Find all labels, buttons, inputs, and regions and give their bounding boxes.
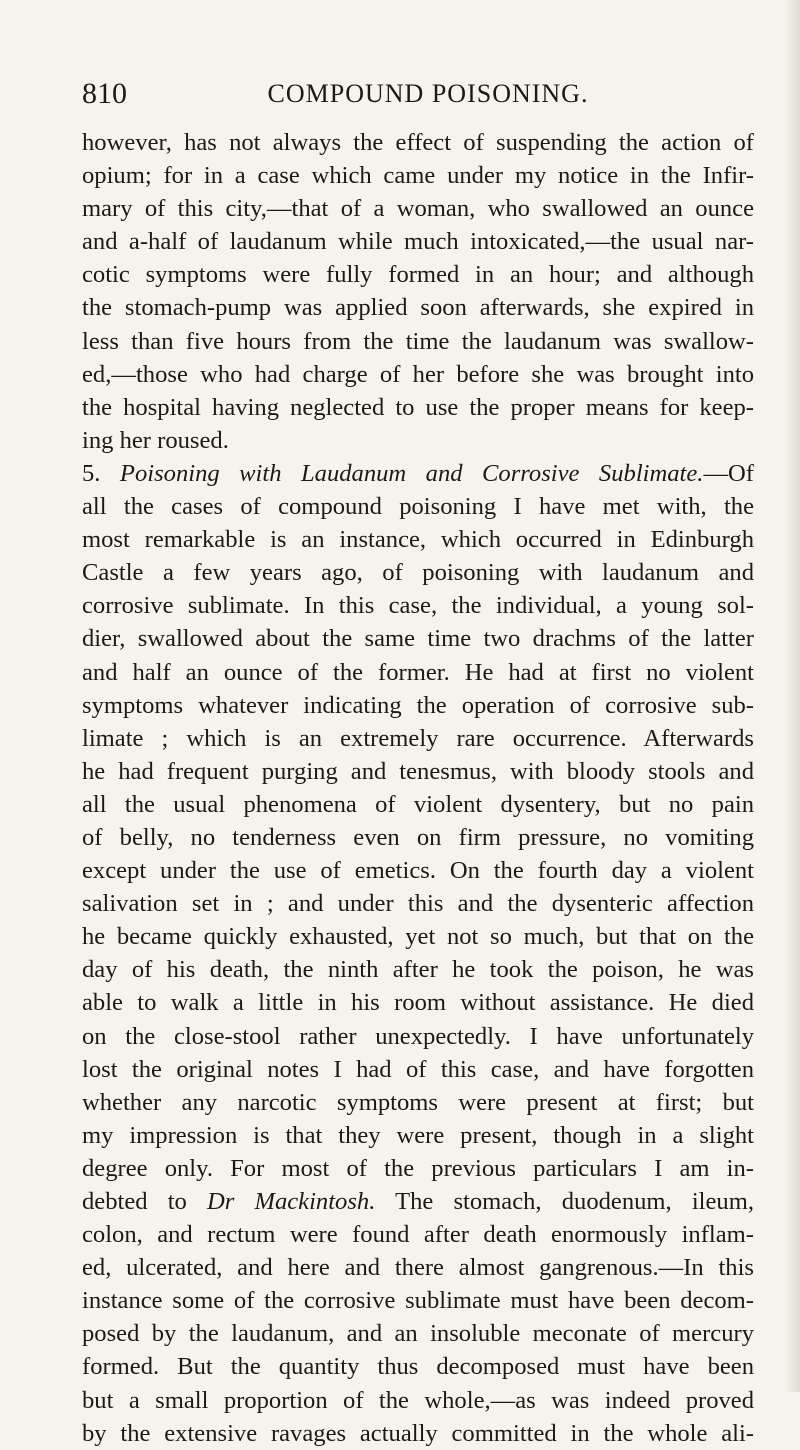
text-line: limate ; which is an extremely rare occurrence. Afterwards <box>82 724 754 752</box>
text-line: ing her roused. <box>82 426 229 454</box>
text-line: of belly, no tenderness even on firm pressure, no vomiting <box>82 823 754 851</box>
text-line: the hospital having neglected to use the proper means for keep- <box>82 393 754 421</box>
text-line: ed, ulcerated, and here and there almost gangrenous.—In this <box>82 1254 754 1282</box>
text-line: able to walk a little in his room without assistance. He died <box>82 989 754 1017</box>
person-name: Dr Mackintosh. <box>207 1188 376 1215</box>
text-line: formed. But the quantity thus decomposed must have been <box>82 1353 754 1381</box>
text-line: dier, swallowed about the same time two drachms of the latter <box>82 625 754 653</box>
text-line: Castle a few years ago, of poisoning with laudanum and <box>82 559 754 587</box>
text-line: all the cases of compound poisoning I have met with, the <box>82 493 754 521</box>
text-line: degree only. For most of the previous particulars I am in- <box>82 1154 754 1182</box>
text-line: whether any narcotic symptoms were present at first; but <box>82 1088 754 1116</box>
text-line: by the extensive ravages actually committed in the whole ali- <box>82 1419 754 1447</box>
text-line: posed by the laudanum, and an insoluble meconate of mercury <box>82 1320 754 1348</box>
text-line: corrosive sublimate. In this case, the individual, a young sol- <box>82 592 754 620</box>
text-line: less than five hours from the time the laudanum was swallow- <box>82 327 754 355</box>
text-fragment: debted to <box>82 1188 207 1215</box>
running-head <box>82 74 754 114</box>
body-text <box>82 126 754 1450</box>
text-line: and half an ounce of the former. He had at first no violent <box>82 658 754 686</box>
text-line: my impression is that they were present, though in a slight <box>82 1121 754 1149</box>
text-line: mary of this city,—that of a woman, who swallowed an ounce <box>82 195 754 223</box>
text-line: except under the use of emetics. On the fourth day a violent <box>82 857 754 885</box>
text-line: he had frequent purging and tenesmus, with bloody stools and <box>82 757 754 785</box>
text-line: lost the original notes I had of this case, and have forgotten <box>82 1055 754 1083</box>
text-line: colon, and rectum were found after death enormously inflam- <box>82 1221 754 1249</box>
text-line: opium; for in a case which came under my notice in the Infir- <box>82 162 754 190</box>
text-line: and a-half of laudanum while much intoxicated,—the usual nar- <box>82 228 754 256</box>
text-line: all the usual phenomena of violent dysentery, but no pain <box>82 790 754 818</box>
text-line: but a small proportion of the whole,—as was indeed proved <box>82 1386 754 1414</box>
text-line: however, has not always the effect of suspending the action of <box>82 129 754 156</box>
section-number: 5. <box>82 459 101 487</box>
text-line: symptoms whatever indicating the operation of corrosive sub- <box>82 691 754 719</box>
running-head-title: COMPOUND POISONING. <box>267 79 589 108</box>
text-line: salivation set in ; and under this and the dysenteric affection <box>82 890 754 918</box>
text-line: the stomach-pump was applied soon afterwards, she expired in <box>82 294 754 322</box>
text-line: he became quickly exhausted, yet not so much, but that on the <box>82 923 754 951</box>
section-heading-continuation: —Of <box>703 459 754 487</box>
text-line: most remarkable is an instance, which occurred in Edinburgh <box>82 526 754 554</box>
section-heading-line <box>82 457 754 490</box>
text-line: ed,—those who had charge of her before she was brought into <box>82 360 754 388</box>
text-line: instance some of the corrosive sublimate must have been decom- <box>82 1287 754 1315</box>
text-fragment: The stomach, duodenum, ileum, <box>375 1188 755 1215</box>
text-line: on the close-stool rather unexpectedly. I have unfortunately <box>82 1022 754 1050</box>
text-line-with-name <box>82 1185 754 1218</box>
page-edge-shadow <box>786 0 800 1392</box>
text-line: cotic symptoms were fully formed in an hour; and although <box>82 261 754 289</box>
page-number: 810 <box>82 77 127 110</box>
section-heading: Poisoning with Laudanum and Corrosive Sublimate. <box>119 459 704 487</box>
text-line: day of his death, the ninth after he took the poison, he was <box>82 956 754 984</box>
